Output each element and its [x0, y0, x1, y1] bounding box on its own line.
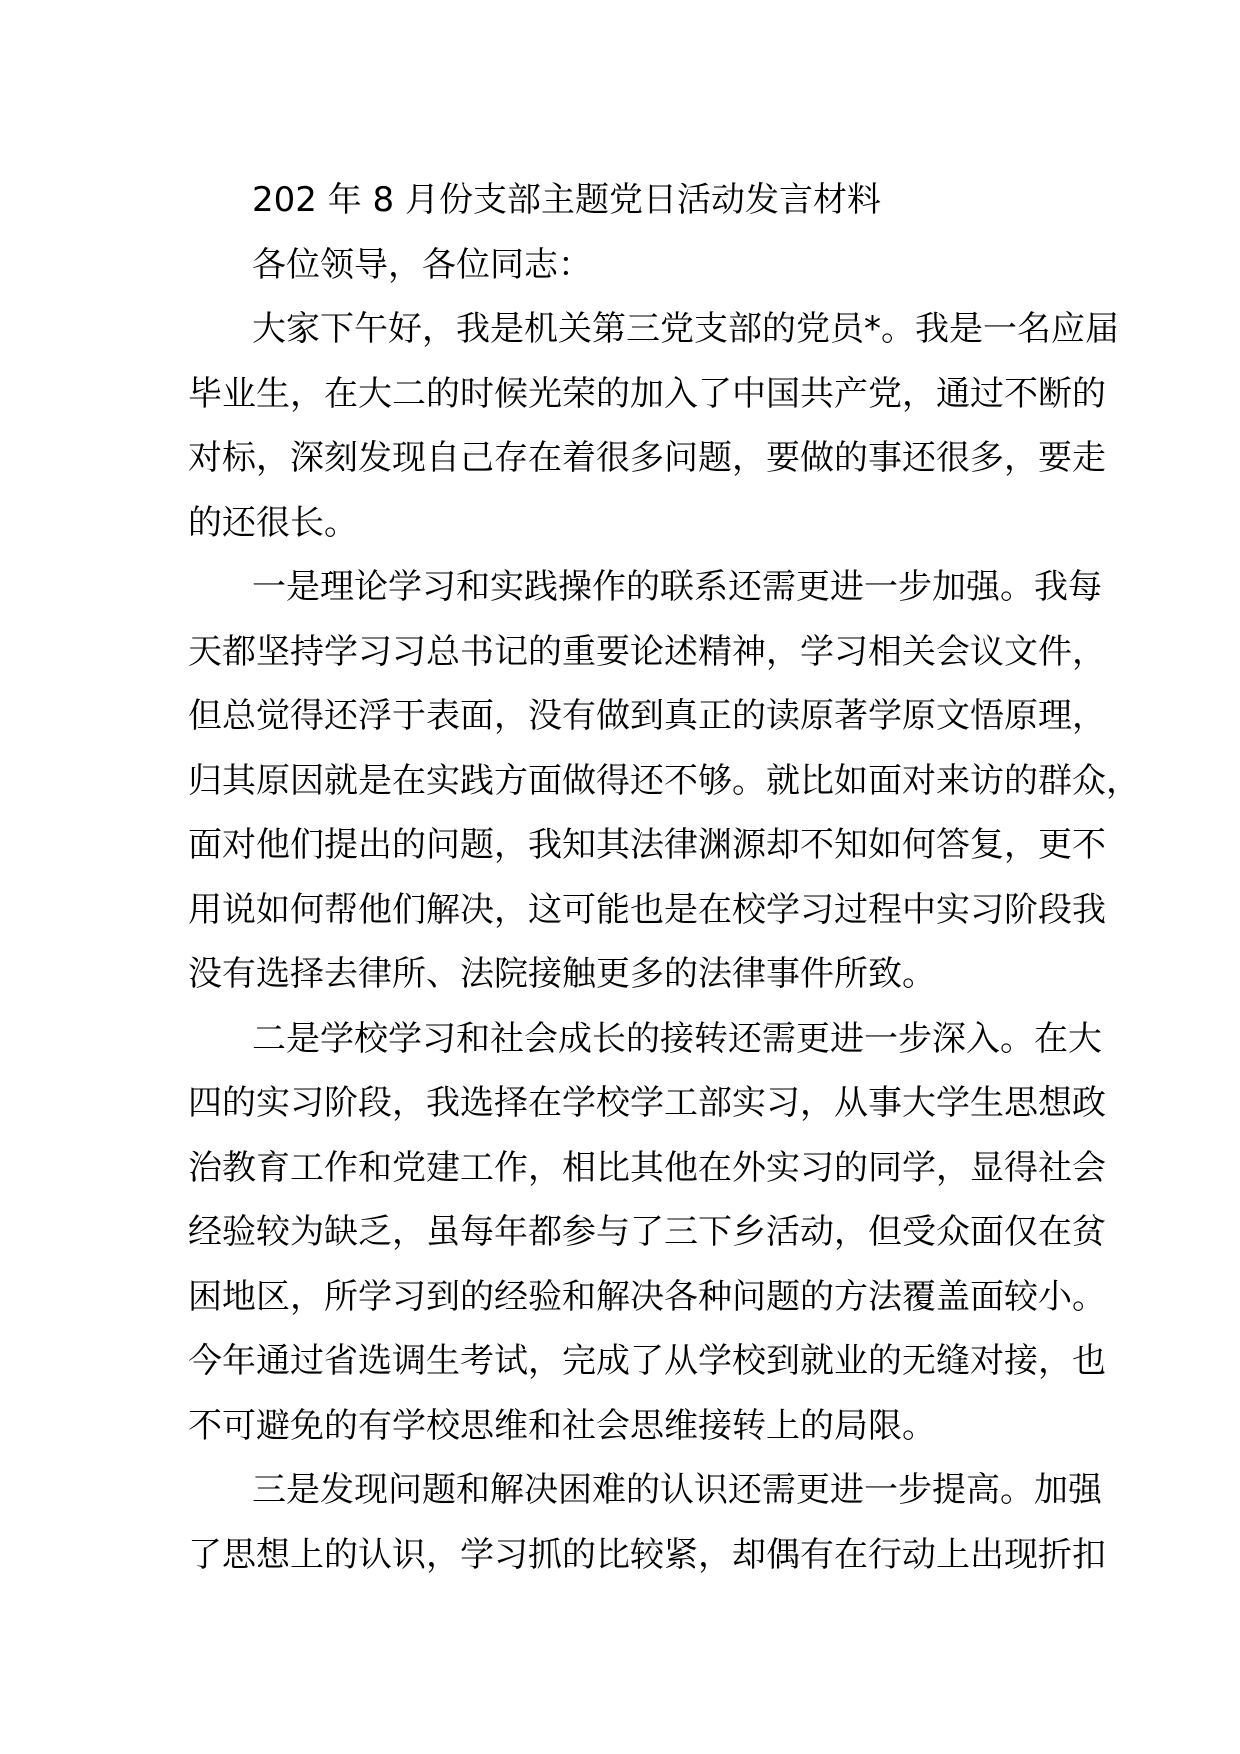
paragraph-line: 经验较为缺乏，虽每年都参与了三下乡活动，但受众面仅在贫 [188, 1212, 1106, 1252]
paragraph-line: 不可避免的有学校思维和社会思维接转上的局限。 [188, 1405, 936, 1446]
paragraph-line: 了思想上的认识，学习抓的比较紧，却偶有在行动上出现折扣 [188, 1534, 1106, 1575]
paragraph-line: 治教育工作和党建工作，相比其他在外实习的同学，显得社会 [188, 1147, 1106, 1188]
paragraph-line: 二是学校学习和社会成长的接转还需更进一步深入。在大 [252, 1018, 1102, 1059]
paragraph-line: 今年通过省选调生考试，完成了从学校到就业的无缝对接，也 [188, 1341, 1106, 1381]
paragraph-line: 天都坚持学习习总书记的重要论述精神，学习相关会议文件， [188, 631, 1106, 672]
paragraph-line: 三是发现问题和解决困难的认识还需更进一步提高。加强 [252, 1470, 1102, 1510]
paragraph-line: 毕业生，在大二的时候光荣的加入了中国共产党，通过不断的 [188, 373, 1106, 414]
paragraph-line: 但总觉得还浮于表面，没有做到真正的读原著学原文悟原理， [188, 696, 1106, 736]
paragraph-line: 大家下午好，我是机关第三党支部的党员*。我是一名应届 [252, 309, 1119, 349]
paragraph-line: 面对他们提出的问题，我知其法律渊源却不知如何答复，更不 [188, 825, 1106, 865]
paragraph-line: 困地区，所学习到的经验和解决各种问题的方法覆盖面较小。 [188, 1276, 1106, 1317]
paragraph-line: 对标，深刻发现自己存在着很多问题，要做的事还很多，要走 [188, 438, 1106, 478]
paragraph-line: 归其原因就是在实践方面做得还不够。就比如面对来访的群众， [188, 760, 1140, 801]
paragraph-line: 用说如何帮他们解决，这可能也是在校学习过程中实习阶段我 [188, 889, 1106, 930]
document-body [188, 168, 1140, 1587]
salutation: 各位领导，各位同志： [252, 244, 592, 285]
paragraph-line: 一是理论学习和实践操作的联系还需更进一步加强。我每 [252, 567, 1102, 607]
paragraph-line: 四的实习阶段，我选择在学校学工部实习，从事大学生思想政 [188, 1083, 1106, 1123]
paragraph-line: 没有选择去律所、法院接触更多的法律事件所致。 [188, 954, 936, 994]
paragraph-line: 的还很长。 [188, 502, 358, 543]
document-title: 202 年 8 月份支部主题党日活动发言材料 [252, 180, 881, 220]
